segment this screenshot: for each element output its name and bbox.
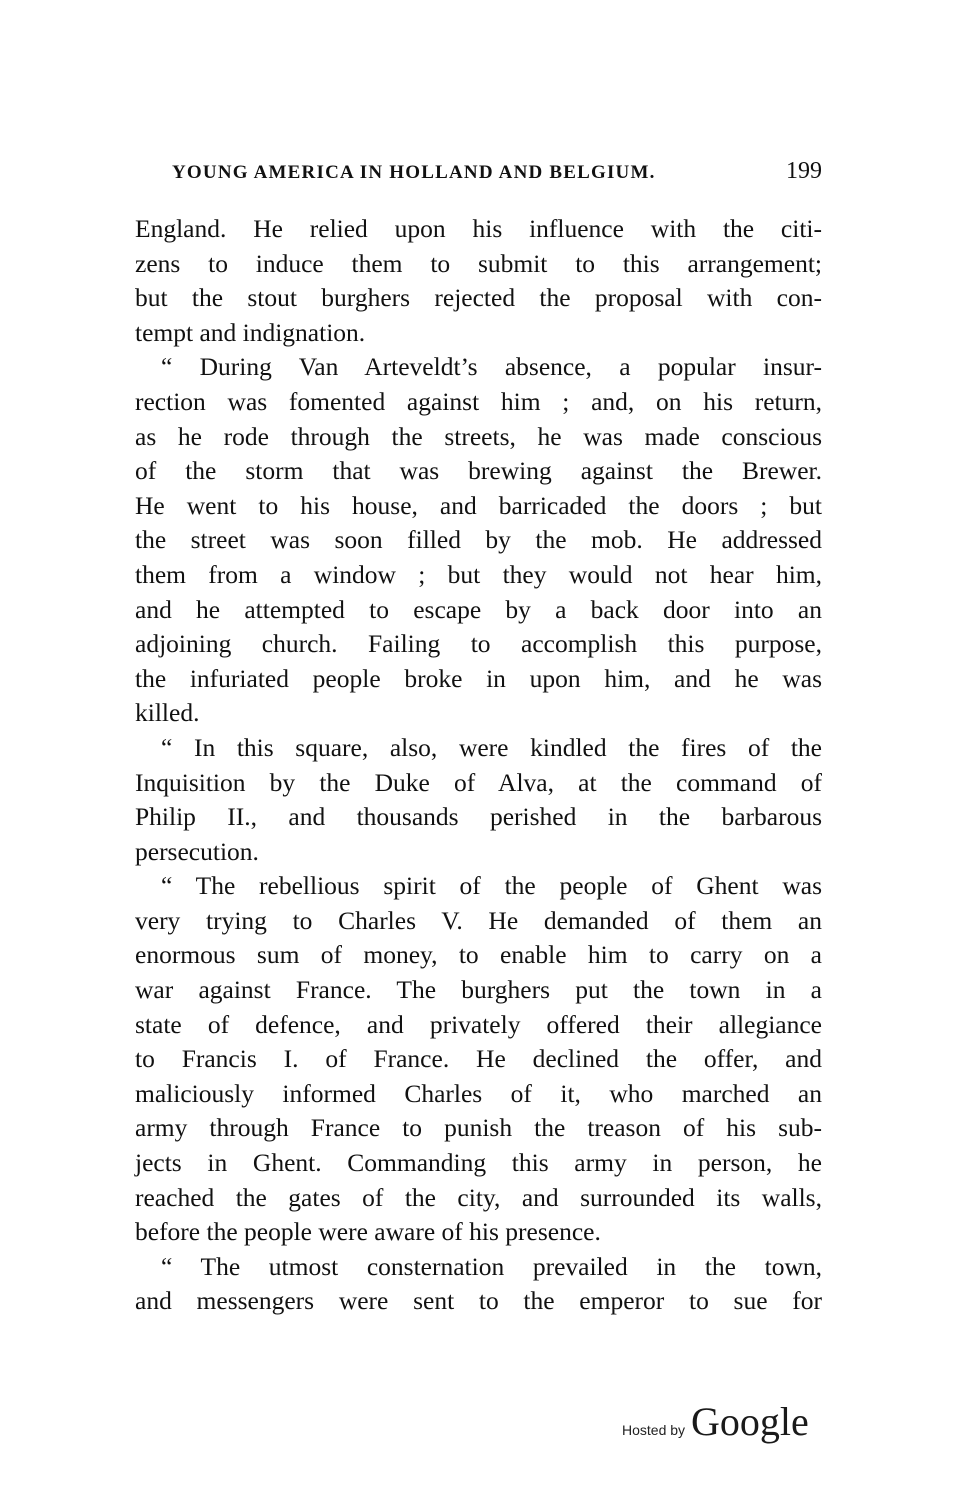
text-line: Inquisition by the Duke of Alva, at the command of [135, 767, 822, 797]
text-line: “ The utmost consternation prevailed in the town, [161, 1251, 822, 1281]
text-line: of the storm that was brewing against the Brewer. [135, 456, 822, 486]
text-line: them from a window ; but they would not hear him, [135, 559, 822, 589]
google-logo: Google [691, 1399, 809, 1444]
text-line: “ During Van Arteveldt’s absence, a popular insur- [161, 352, 822, 382]
text-line: before the people were aware of his presence. [135, 1217, 601, 1247]
text-line: adjoining church. Failing to accomplish this purpose, [135, 629, 822, 659]
text-line: maliciously informed Charles of it, who marched an [135, 1078, 822, 1108]
text-line: to Francis I. of France. He declined the offer, and [135, 1044, 822, 1074]
text-line: but the stout burghers rejected the proposal with con- [135, 283, 822, 313]
text-line: state of defence, and privately offered their allegiance [135, 1009, 822, 1039]
text-line: the street was soon filled by the mob. He addressed [135, 525, 822, 555]
page-number: 199 [786, 158, 822, 184]
hosted-by-google-watermark [622, 1398, 809, 1442]
text-line: He went to his house, and barricaded the doors ; but [135, 490, 822, 520]
text-line: jects in Ghent. Commanding this army in person, he [135, 1148, 822, 1178]
text-line: zens to induce them to submit to this arrangement; [135, 248, 822, 278]
running-title: YOUNG AMERICA IN HOLLAND AND BELGIUM. [172, 162, 656, 183]
text-line: persecution. [135, 836, 259, 866]
text-line: the infuriated people broke in upon him, and he was [135, 663, 822, 693]
text-line: enormous sum of money, to enable him to carry on a [135, 940, 822, 970]
text-line: and he attempted to escape by a back door into an [135, 594, 822, 624]
text-line: England. He relied upon his influence with the citi- [135, 214, 822, 243]
text-line: killed. [135, 698, 200, 728]
text-line: army through France to punish the treason of his sub- [135, 1113, 822, 1143]
text-line: tempt and indignation. [135, 317, 366, 347]
hosted-by-label: Hosted by [622, 1422, 686, 1438]
text-line: very trying to Charles V. He demanded of them an [135, 905, 822, 935]
text-line: war against France. The burghers put the town in a [135, 975, 822, 1005]
running-head [146, 158, 822, 190]
text-line: as he rode through the streets, he was made conscious [135, 421, 822, 451]
text-line: “ The rebellious spirit of the people of Ghent was [161, 871, 822, 901]
text-line: and messengers were sent to the emperor to sue for [135, 1286, 822, 1316]
body-text [135, 212, 822, 1319]
text-line: “ In this square, also, were kindled the fires of the [161, 732, 822, 762]
text-line: reached the gates of the city, and surrounded its walls, [135, 1182, 822, 1212]
text-line: rection was fomented against him ; and, on his return, [135, 386, 822, 416]
text-line: Philip II., and thousands perished in the barbarous [135, 802, 822, 832]
